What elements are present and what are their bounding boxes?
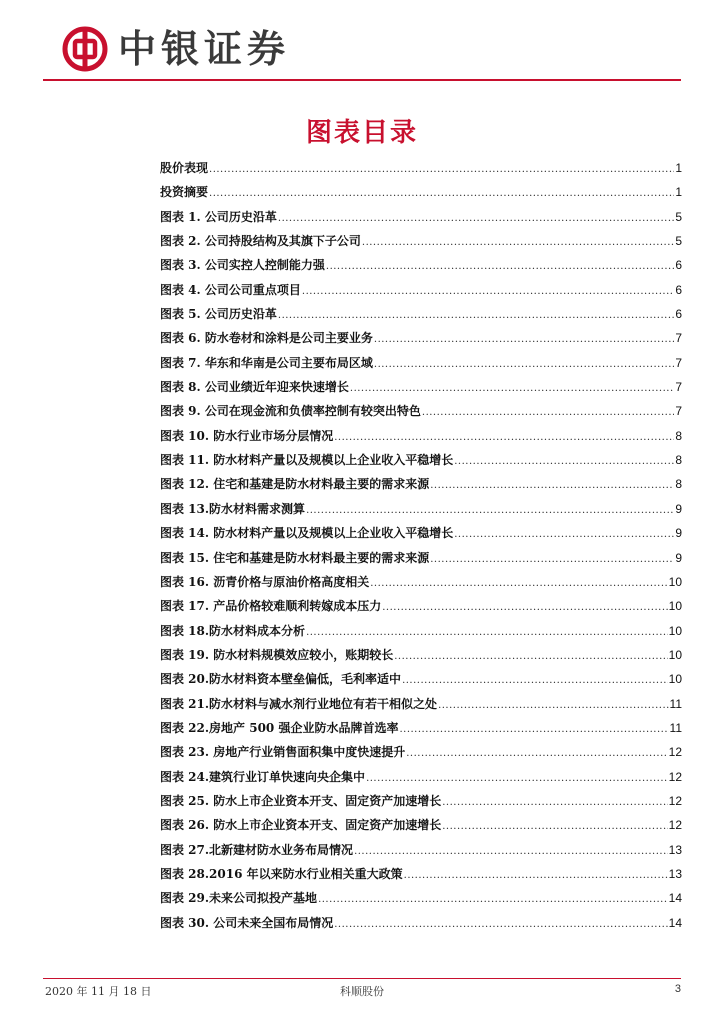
page-title: 图表目录 bbox=[305, 118, 418, 148]
toc-entry[interactable] bbox=[160, 864, 682, 888]
toc-entry[interactable] bbox=[160, 791, 682, 815]
toc-entry-label: 图表 16. 沥青价格与原油价格高度相关 bbox=[160, 574, 370, 589]
toc-entry[interactable] bbox=[160, 328, 682, 352]
toc-entry-page: 5 bbox=[675, 234, 682, 249]
toc-entry[interactable] bbox=[160, 815, 682, 839]
toc-entry-label: 图表 11. 防水材料产量以及规模以上企业收入平稳增长 bbox=[160, 453, 454, 468]
toc-entry-page: 12 bbox=[668, 793, 682, 808]
brand-name: 中银证券 bbox=[118, 27, 291, 71]
toc-entry-page: 1 bbox=[675, 185, 682, 200]
toc-entry-label: 图表 27.北新建材防水业务布局情况 bbox=[160, 842, 354, 857]
toc-entry-page: 6 bbox=[675, 258, 682, 273]
toc-entry-page: 12 bbox=[668, 769, 682, 784]
toc-entry[interactable] bbox=[160, 596, 682, 620]
report-date: 2020 年 11 月 18 日 bbox=[45, 985, 152, 998]
toc-entry-page: 5 bbox=[675, 209, 682, 224]
toc-entry[interactable] bbox=[160, 694, 682, 718]
toc-entry-page: 14 bbox=[668, 915, 682, 930]
toc-dot-leader bbox=[422, 403, 674, 423]
table-of-figures bbox=[160, 158, 682, 937]
toc-entry[interactable] bbox=[160, 255, 682, 279]
toc-entry-label: 图表 21.防水材料与减水剂行业地位有若干相似之处 bbox=[160, 696, 438, 711]
toc-entry-page: 13 bbox=[668, 842, 682, 857]
toc-entry-label: 图表 14. 防水材料产量以及规模以上企业收入平稳增长 bbox=[160, 526, 454, 541]
toc-entry-label: 图表 20.防水材料资本壁垒偏低，毛利率适中 bbox=[160, 672, 402, 687]
toc-entry[interactable] bbox=[160, 280, 682, 304]
toc-entry-label: 图表 30. 公司未来全国布局情况 bbox=[160, 915, 334, 930]
toc-entry-label: 图表 29.未来公司拟投产基地 bbox=[160, 891, 318, 906]
toc-entry-page: 7 bbox=[675, 404, 682, 419]
page-header bbox=[0, 0, 724, 84]
toc-entry-page: 8 bbox=[675, 453, 682, 468]
toc-entry-label: 图表 28.2016 年以来防水行业相关重大政策 bbox=[160, 866, 403, 881]
toc-entry[interactable] bbox=[160, 572, 682, 596]
toc-entry-page: 10 bbox=[668, 647, 682, 662]
toc-dot-leader bbox=[334, 915, 667, 935]
toc-entry-page: 11 bbox=[669, 720, 682, 735]
toc-entry-label: 图表 23. 房地产行业销售面积集中度快速提升 bbox=[160, 745, 406, 760]
toc-entry-page: 7 bbox=[675, 380, 682, 395]
toc-entry-label: 图表 13.防水材料需求测算 bbox=[160, 501, 306, 516]
toc-entry[interactable] bbox=[160, 450, 682, 474]
toc-entry-page: 11 bbox=[669, 696, 682, 711]
toc-entry[interactable] bbox=[160, 304, 682, 328]
bank-of-china-logo-icon bbox=[62, 26, 108, 72]
toc-entry-label: 图表 18.防水材料成本分析 bbox=[160, 623, 306, 638]
toc-entry-page: 9 bbox=[675, 501, 682, 516]
toc-dot-leader bbox=[399, 720, 668, 740]
toc-entry-page: 8 bbox=[675, 428, 682, 443]
toc-entry-label: 图表 22.房地产 500 强企业防水品牌首选率 bbox=[160, 720, 399, 735]
toc-dot-leader bbox=[430, 550, 674, 570]
toc-entry[interactable] bbox=[160, 669, 682, 693]
toc-entry[interactable] bbox=[160, 742, 682, 766]
toc-entry-page: 14 bbox=[668, 891, 682, 906]
toc-dot-leader bbox=[374, 330, 674, 350]
toc-entry-label: 图表 6. 防水卷材和涂料是公司主要业务 bbox=[160, 331, 373, 346]
toc-dot-leader bbox=[326, 257, 674, 277]
header-divider bbox=[43, 79, 681, 81]
toc-entry[interactable] bbox=[160, 401, 682, 425]
toc-entry[interactable] bbox=[160, 158, 682, 182]
toc-entry[interactable] bbox=[160, 207, 682, 231]
toc-entry-label: 图表 24.建筑行业订单快速向央企集中 bbox=[160, 769, 366, 784]
toc-entry-page: 13 bbox=[668, 866, 682, 881]
toc-entry-label: 图表 15. 住宅和基建是防水材料最主要的需求来源 bbox=[160, 550, 430, 565]
page-number: 3 bbox=[674, 983, 681, 995]
toc-entry-page: 1 bbox=[675, 161, 682, 175]
toc-entry-page: 10 bbox=[668, 623, 682, 638]
toc-dot-leader bbox=[430, 476, 674, 496]
toc-dot-leader bbox=[382, 598, 667, 618]
toc-entry-label: 图表 5. 公司历史沿革 bbox=[160, 307, 277, 322]
toc-entry-label: 图表 9. 公司在现金流和负债率控制有较突出特色 bbox=[160, 404, 421, 419]
toc-dot-leader bbox=[442, 817, 667, 837]
toc-dot-leader bbox=[362, 233, 674, 253]
toc-entry[interactable] bbox=[160, 888, 682, 912]
toc-dot-leader bbox=[318, 890, 668, 910]
toc-entry[interactable] bbox=[160, 718, 682, 742]
toc-entry-label: 图表 2. 公司持股结构及其旗下子公司 bbox=[160, 234, 361, 249]
toc-entry-label: 图表 7. 华东和华南是公司主要布局区域 bbox=[160, 355, 373, 370]
toc-entry[interactable] bbox=[160, 621, 682, 645]
toc-dot-leader bbox=[350, 379, 674, 399]
toc-entry-page: 10 bbox=[668, 599, 682, 614]
toc-entry-page: 10 bbox=[668, 672, 682, 687]
toc-entry[interactable] bbox=[160, 474, 682, 498]
toc-dot-leader bbox=[209, 160, 674, 180]
toc-dot-leader bbox=[278, 209, 674, 229]
toc-dot-leader bbox=[406, 744, 667, 764]
toc-entry-label: 图表 1. 公司历史沿革 bbox=[160, 209, 277, 224]
toc-entry[interactable] bbox=[160, 840, 682, 864]
toc-dot-leader bbox=[278, 306, 674, 326]
toc-entry-label: 图表 25. 防水上市企业资本开支、固定资产加速增长 bbox=[160, 793, 442, 808]
toc-entry-page: 6 bbox=[675, 282, 682, 297]
toc-dot-leader bbox=[302, 282, 674, 302]
toc-entry-page: 7 bbox=[675, 355, 682, 370]
toc-entry-page: 7 bbox=[675, 331, 682, 346]
toc-dot-leader bbox=[438, 696, 668, 716]
toc-dot-leader bbox=[402, 671, 668, 691]
toc-entry-page: 12 bbox=[668, 745, 682, 760]
footer-divider bbox=[43, 978, 681, 979]
company-name: 科顺股份 bbox=[340, 985, 384, 998]
toc-entry-label: 图表 4. 公司公司重点项目 bbox=[160, 282, 301, 297]
toc-dot-leader bbox=[374, 355, 674, 375]
toc-entry-label: 图表 3. 公司实控人控制能力强 bbox=[160, 258, 325, 273]
toc-dot-leader bbox=[306, 501, 674, 521]
toc-entry[interactable] bbox=[160, 353, 682, 377]
toc-dot-leader bbox=[334, 428, 674, 448]
toc-dot-leader bbox=[442, 793, 667, 813]
toc-entry[interactable] bbox=[160, 548, 682, 572]
toc-entry[interactable] bbox=[160, 645, 682, 669]
toc-dot-leader bbox=[366, 769, 668, 789]
toc-dot-leader bbox=[454, 452, 674, 472]
toc-entry-page: 9 bbox=[675, 550, 682, 565]
toc-entry-label: 投资摘要 bbox=[160, 185, 209, 200]
toc-entry-label: 股价表现 bbox=[160, 161, 209, 175]
toc-dot-leader bbox=[354, 842, 668, 862]
toc-dot-leader bbox=[370, 574, 667, 594]
toc-entry[interactable] bbox=[160, 182, 682, 206]
toc-entry[interactable] bbox=[160, 426, 682, 450]
toc-entry[interactable] bbox=[160, 377, 682, 401]
toc-dot-leader bbox=[306, 623, 668, 643]
toc-entry-page: 10 bbox=[668, 574, 682, 589]
toc-entry-label: 图表 10. 防水行业市场分层情况 bbox=[160, 428, 334, 443]
toc-entry[interactable] bbox=[160, 523, 682, 547]
toc-dot-leader bbox=[394, 647, 667, 667]
toc-entry-page: 9 bbox=[675, 526, 682, 541]
toc-entry-label: 图表 17. 产品价格较难顺利转嫁成本压力 bbox=[160, 599, 382, 614]
toc-entry-page: 8 bbox=[675, 477, 682, 492]
toc-dot-leader bbox=[209, 184, 674, 204]
toc-dot-leader bbox=[454, 525, 674, 545]
toc-entry[interactable] bbox=[160, 913, 682, 937]
toc-entry[interactable] bbox=[160, 499, 682, 523]
toc-entry-page: 6 bbox=[675, 307, 682, 322]
toc-dot-leader bbox=[404, 866, 668, 886]
toc-entry-label: 图表 26. 防水上市企业资本开支、固定资产加速增长 bbox=[160, 818, 442, 833]
toc-entry-label: 图表 8. 公司业绩近年迎来快速增长 bbox=[160, 380, 349, 395]
toc-entry-label: 图表 12. 住宅和基建是防水材料最主要的需求来源 bbox=[160, 477, 430, 492]
toc-entry[interactable] bbox=[160, 231, 682, 255]
toc-entry-label: 图表 19. 防水材料规模效应较小，账期较长 bbox=[160, 647, 394, 662]
toc-entry[interactable] bbox=[160, 767, 682, 791]
toc-entry-page: 12 bbox=[668, 818, 682, 833]
